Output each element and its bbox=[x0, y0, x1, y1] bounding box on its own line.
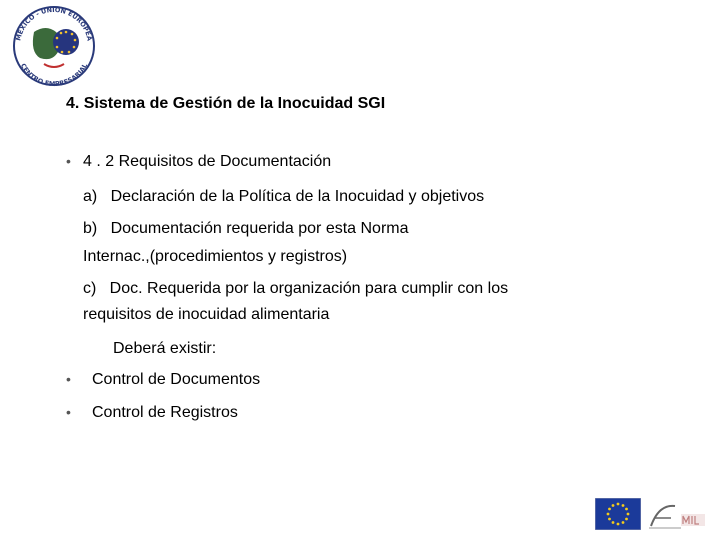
list-item-text: Documentación requerida por esta Norma bbox=[110, 220, 409, 237]
mexico-eu-seal-icon bbox=[6, 2, 102, 88]
list-item-c-continuation: requisitos de inocuidad alimentaria bbox=[83, 306, 330, 323]
list-item-b-continuation: Internac.,(procedimientos y registros) bbox=[83, 248, 348, 265]
eu-flag-icon bbox=[595, 498, 641, 530]
bullet-item: Control de Documentos bbox=[92, 371, 261, 388]
partner-logo-icon bbox=[645, 500, 707, 532]
list-marker: b) bbox=[83, 220, 98, 237]
list-item-text: Doc. Requerida por la organización para cumplir con los bbox=[109, 280, 509, 297]
seal-ring-text: MEXICO - UNION EUROPEA bbox=[14, 5, 94, 42]
seal-bottom-text: CENTRO EMPRESARIAL bbox=[18, 62, 90, 88]
list-item-b bbox=[83, 220, 409, 238]
list-item-text: Declaración de la Política de la Inocuidad y objetivos bbox=[110, 188, 485, 205]
slide-title: 4. Sistema de Gestión de la Inocuidad SGI bbox=[66, 95, 386, 112]
bullet-icon: • bbox=[66, 404, 71, 420]
section-heading: 4 . 2 Requisitos de Documentación bbox=[83, 153, 332, 170]
list-item-c bbox=[83, 280, 508, 298]
mexico-eu-seal-logo bbox=[6, 2, 102, 88]
bullet-icon: • bbox=[66, 371, 71, 387]
bullet-item: Control de Registros bbox=[92, 404, 238, 421]
list-marker: c) bbox=[83, 280, 97, 297]
list-item-a bbox=[83, 188, 484, 206]
bullet-icon: • bbox=[66, 153, 71, 169]
note-text: Deberá existir: bbox=[113, 340, 217, 357]
list-marker: a) bbox=[83, 188, 98, 205]
